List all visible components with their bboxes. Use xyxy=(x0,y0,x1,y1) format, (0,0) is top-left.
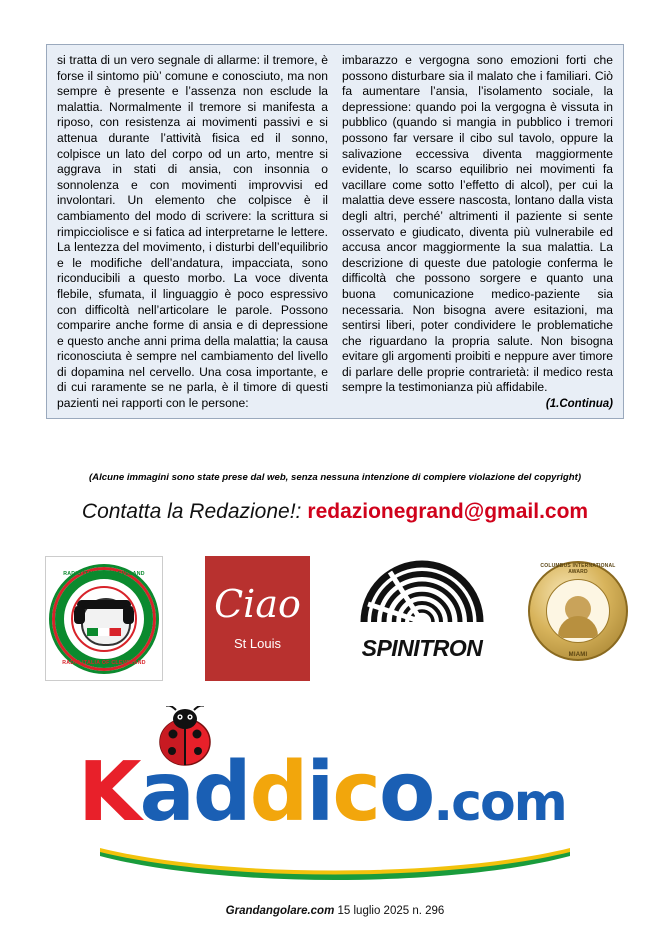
kaddico-swoosh-graphic xyxy=(100,848,570,882)
radio-logo-headphones-icon xyxy=(71,586,137,652)
kaddico-letter-3: d xyxy=(192,745,250,840)
ciao-subtitle: St Louis xyxy=(234,636,281,651)
kaddico-letter-7: o xyxy=(379,745,434,840)
radio-logo-top-text: RADIO ITALIA DI CLEVELAND xyxy=(63,571,145,577)
logo-radio-italia-cleveland[interactable] xyxy=(45,556,163,681)
kaddico-dotcom: .com xyxy=(433,773,566,833)
logo-ciao-st-louis[interactable] xyxy=(205,556,310,681)
footer-issue: 15 luglio 2025 n. 296 xyxy=(337,905,445,917)
logo-columbus-international-award[interactable] xyxy=(530,556,626,666)
continua-label: (1.Continua) xyxy=(545,398,613,411)
kaddico-letter-4: d xyxy=(249,745,307,840)
spinitron-fan-icon xyxy=(360,560,484,624)
contact-email-link[interactable]: redazionegrand@gmail.com xyxy=(307,500,589,523)
radio-logo-bottom-text: RADIO ITALIA OF CLEVELAND xyxy=(62,660,146,666)
kaddico-banner[interactable] xyxy=(60,700,610,885)
article-right-text: imbarazzo e vergogna sono emozioni forti che possono disturbare sia il malato che i familiari. Ciò fa aumentare l’ansia, l’isolamento sociale, la depressione: quando poi la vergogna è vissuta in pubblico (quando si mangia in pubblico i tremori possono far versare il cibo sul tavolo, oppure la salivazione eccessiva diventa maggiormente evidente, lo scarso equilibrio nei movimenti fa vacillare come sotto l’effetto di alcol), per cui la malattia deve essere nascosta, lontano dalla vista degli altri, perché’ altrimenti il paziente si sente osservato e giudicato, diventa più vulnerabile ed accusa ancor maggiormente la sua malattia. La descrizione di queste due patologie conferma le difficoltà che possono sorgere e quanto una buona comunicazione medico-paziente sia necessaria. Non bisogna avere esitazioni, ma sentirsi liberi, poter condividere le problematiche che riguardano la propria salute. Non bisogna evitare gli argomenti proibiti e neppure aver timore di parlare delle proprie contrarietà: il medico resta sempre la testimonianza più affidabile. xyxy=(342,53,613,395)
kaddico-letter-6: c xyxy=(332,745,380,840)
article-block xyxy=(46,44,624,419)
kaddico-letter-1: K xyxy=(78,745,140,840)
medal-bottom-text: MIAMI xyxy=(568,652,588,658)
kaddico-letter-2: a xyxy=(139,745,193,840)
page-footer xyxy=(0,905,670,917)
kaddico-wordmark xyxy=(78,745,566,844)
contact-line xyxy=(0,500,670,524)
article-right-column xyxy=(342,53,613,412)
spinitron-title: SPINITRON xyxy=(361,635,483,661)
article-left-column xyxy=(57,53,328,412)
logo-spinitron[interactable] xyxy=(356,556,488,664)
medal-top-text: COLUMBUS INTERNATIONAL AWARD xyxy=(540,563,616,575)
ciao-title: Ciao xyxy=(214,582,301,626)
footer-site-name: Grandangolare.com xyxy=(225,905,335,917)
medal-inner-portrait xyxy=(546,579,610,643)
contact-label: Contatta la Redazione!: xyxy=(81,500,302,523)
article-left-text: si tratta di un vero segnale di allarme: il tremore, è forse il sintomo più’ comune e conosciuto, ma non sempre è presente e l’assenza non esclude la malattia. Normalmente il tremore si manifesta a riposo, con resistenza ai movimenti passivi e si attenua durante l’attività fisica ed il sonno, colpisce un lato del corpo od un arto, mentre si aggrava in stati di ansia, con insonnia o sonnolenza e con movimenti improvvisi ed involontari. Un elemento che colpisce è il cambiamento del modo di scrivere: la scrittura si rimpicciolisce e si fatica ad interpretarne le lettere. La lentezza del movimento, i disturbi dell’equilibrio e le modifiche dell’andatura, impacciata, sono riconducibili a questo morbo. La voce diventa flebile, sfumata, il linguaggio è poco espressivo con difficoltà nell’articolare le parole. Possono comparire anche forme di ansia e di depressione e questo anche anni prima della malattia; la causa riconosciuta è sempre nel cambiamento del livello di dopamina nel cervello. Una cosa importante, e di cui raramente se ne parla, è il timore di questi pazienti nei rapporti con le persone: xyxy=(57,53,328,411)
partner-logos-row xyxy=(40,556,630,686)
copyright-note: (Alcune immagini sono state prese dal web, senza nessuna intenzione di compiere violazione del copyright) xyxy=(88,472,582,483)
kaddico-letter-5: i xyxy=(306,745,333,840)
